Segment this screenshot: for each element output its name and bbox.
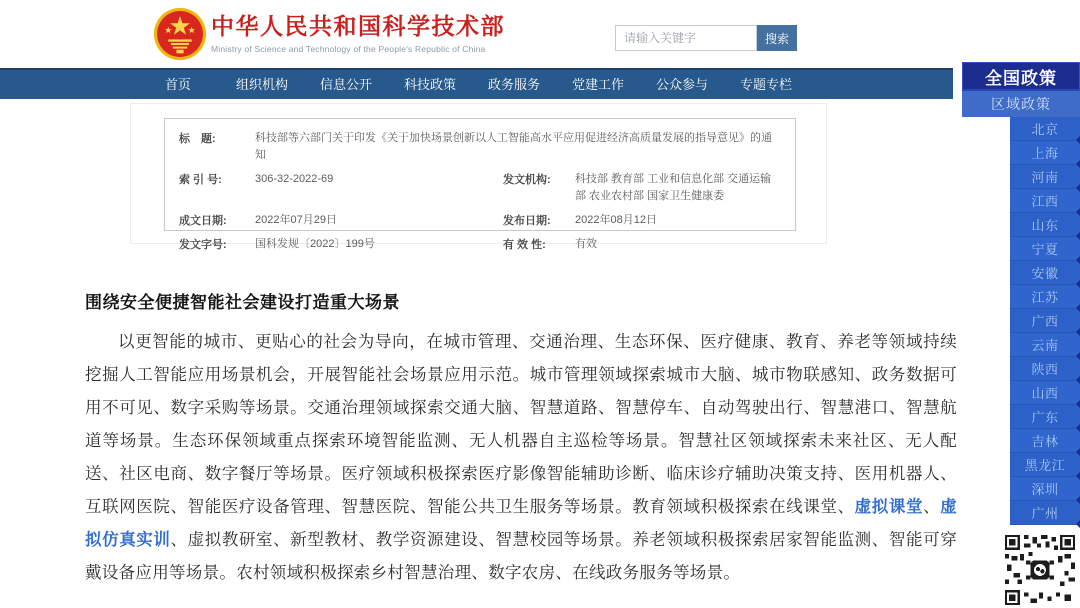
national-emblem-icon — [153, 7, 207, 61]
search-button[interactable]: 搜索 — [757, 25, 797, 51]
region-item[interactable]: 山西 — [1010, 381, 1080, 405]
link-virtual-classroom[interactable]: 虚拟课堂 — [854, 498, 924, 516]
doc-issuer-value: 科技部 教育部 工业和信息化部 交通运输部 农业农村部 国家卫生健康委 — [575, 173, 772, 203]
region-list — [1010, 117, 1080, 525]
search-bar — [615, 25, 797, 51]
nav-item[interactable]: 组织机构 — [235, 77, 288, 92]
region-item[interactable]: 江西 — [1010, 189, 1080, 213]
policy-panel — [962, 62, 1080, 525]
doc-title-value: 科技部等六部门关于印发《关于加快场景创新以人工智能高水平应用促进经济高质量发展的指导意见》的通知 — [255, 132, 772, 162]
doc-written-date-label: 成文日期: — [179, 215, 227, 228]
site-title: 中华人民共和国科学技术部 — [211, 13, 505, 39]
nav-item[interactable]: 党建工作 — [571, 77, 624, 92]
nav-item[interactable]: 科技政策 — [403, 77, 456, 92]
region-item[interactable]: 云南 — [1010, 333, 1080, 357]
doc-title-label: 标 题: — [179, 133, 216, 145]
site-subtitle: Ministry of Science and Technology of the People's Republic of China — [211, 43, 486, 54]
region-item[interactable]: 安徽 — [1010, 261, 1080, 285]
site-header — [0, 0, 1080, 68]
qr-code-icon — [1005, 535, 1075, 605]
region-item[interactable]: 北京 — [1010, 117, 1080, 141]
doc-publish-date-value: 2022年08月12日 — [575, 214, 657, 227]
doc-index-label: 索 引 号: — [179, 174, 222, 187]
region-item[interactable]: 广州 — [1010, 501, 1080, 525]
tab-national-policy[interactable]: 全国政策 — [962, 62, 1080, 91]
nav-item[interactable]: 公众参与 — [655, 77, 708, 92]
region-item[interactable]: 宁夏 — [1010, 237, 1080, 261]
qr-code-image — [1005, 535, 1075, 605]
article-paragraph — [85, 326, 957, 590]
article-heading: 围绕安全便捷智能社会建设打造重大场景 — [85, 293, 400, 312]
doc-issuer-label: 发文机构: — [503, 174, 551, 187]
article-body — [85, 288, 957, 590]
region-item[interactable]: 广东 — [1010, 405, 1080, 429]
region-item[interactable]: 陕西 — [1010, 357, 1080, 381]
doc-written-date-value: 2022年07月29日 — [255, 214, 337, 227]
main-nav — [0, 68, 953, 99]
doc-index-value: 306-32-2022-69 — [255, 173, 334, 186]
region-item[interactable]: 黑龙江 — [1010, 453, 1080, 477]
nav-item[interactable]: 专题专栏 — [739, 77, 792, 92]
link-separator: 、 — [923, 498, 941, 516]
region-item[interactable]: 山东 — [1010, 213, 1080, 237]
article-text-before-links: 以更智能的城市、更贴心的社会为导向，在城市管理、交通治理、生态环保、医疗健康、教育、养老等领域持续挖掘人工智能应用场景机会，开展智能社会场景应用示范。城市管理领域探索城市大脑、城市物联感知、政务数据可用不可见、数字采购等场景。交通治理领域探索交通大脑、智慧道路、智慧停车、自动驾驶出行、智慧港口、智慧航道等场景。生态环保领域重点探索环境智能监测、无人机器自主巡检等场景。智慧社区领域探索未来社区、无人配送、社区电商、数字餐厅等场景。医疗领域积极探索医疗影像智能辅助诊断、临床诊疗辅助决策支持、医用机器人、互联网医院、智能医疗设备管理、智慧医院、智能公共卫生服务等场景。教育领域积极探索在线课堂、 — [85, 333, 957, 516]
article-text-after-links: 、虚拟教研室、新型教材、教学资源建设、智慧校园等场景。养老领域积极探索居家智能监测、智能可穿戴设备应用等场景。农村领域积极探索乡村智慧治理、数字农房、在线政务服务等场景。 — [85, 531, 957, 582]
nav-item[interactable]: 信息公开 — [319, 77, 372, 92]
region-item[interactable]: 广西 — [1010, 309, 1080, 333]
doc-number-label: 发文字号: — [179, 239, 227, 252]
doc-number-value: 国科发规〔2022〕199号 — [255, 238, 375, 251]
search-input[interactable] — [615, 25, 757, 51]
nav-item[interactable]: 政务服务 — [487, 77, 540, 92]
region-item[interactable]: 吉林 — [1010, 429, 1080, 453]
doc-publish-date-label: 发布日期: — [503, 215, 551, 228]
region-item[interactable]: 深圳 — [1010, 477, 1080, 501]
nav-item[interactable]: 首页 — [164, 77, 191, 92]
doc-meta-container — [130, 103, 827, 252]
doc-meta-table — [164, 118, 796, 252]
national-emblem-logo[interactable] — [153, 7, 207, 61]
region-item[interactable]: 河南 — [1010, 165, 1080, 189]
region-item[interactable]: 江苏 — [1010, 285, 1080, 309]
tab-regional-policy[interactable]: 区域政策 — [962, 91, 1080, 117]
link-virtual-simulation[interactable]: 虚拟仿真实训 — [85, 498, 957, 549]
doc-validity-label: 有 效 性: — [503, 239, 546, 252]
site-title-block — [211, 13, 505, 54]
doc-validity-value: 有效 — [575, 238, 597, 251]
region-item[interactable]: 上海 — [1010, 141, 1080, 165]
